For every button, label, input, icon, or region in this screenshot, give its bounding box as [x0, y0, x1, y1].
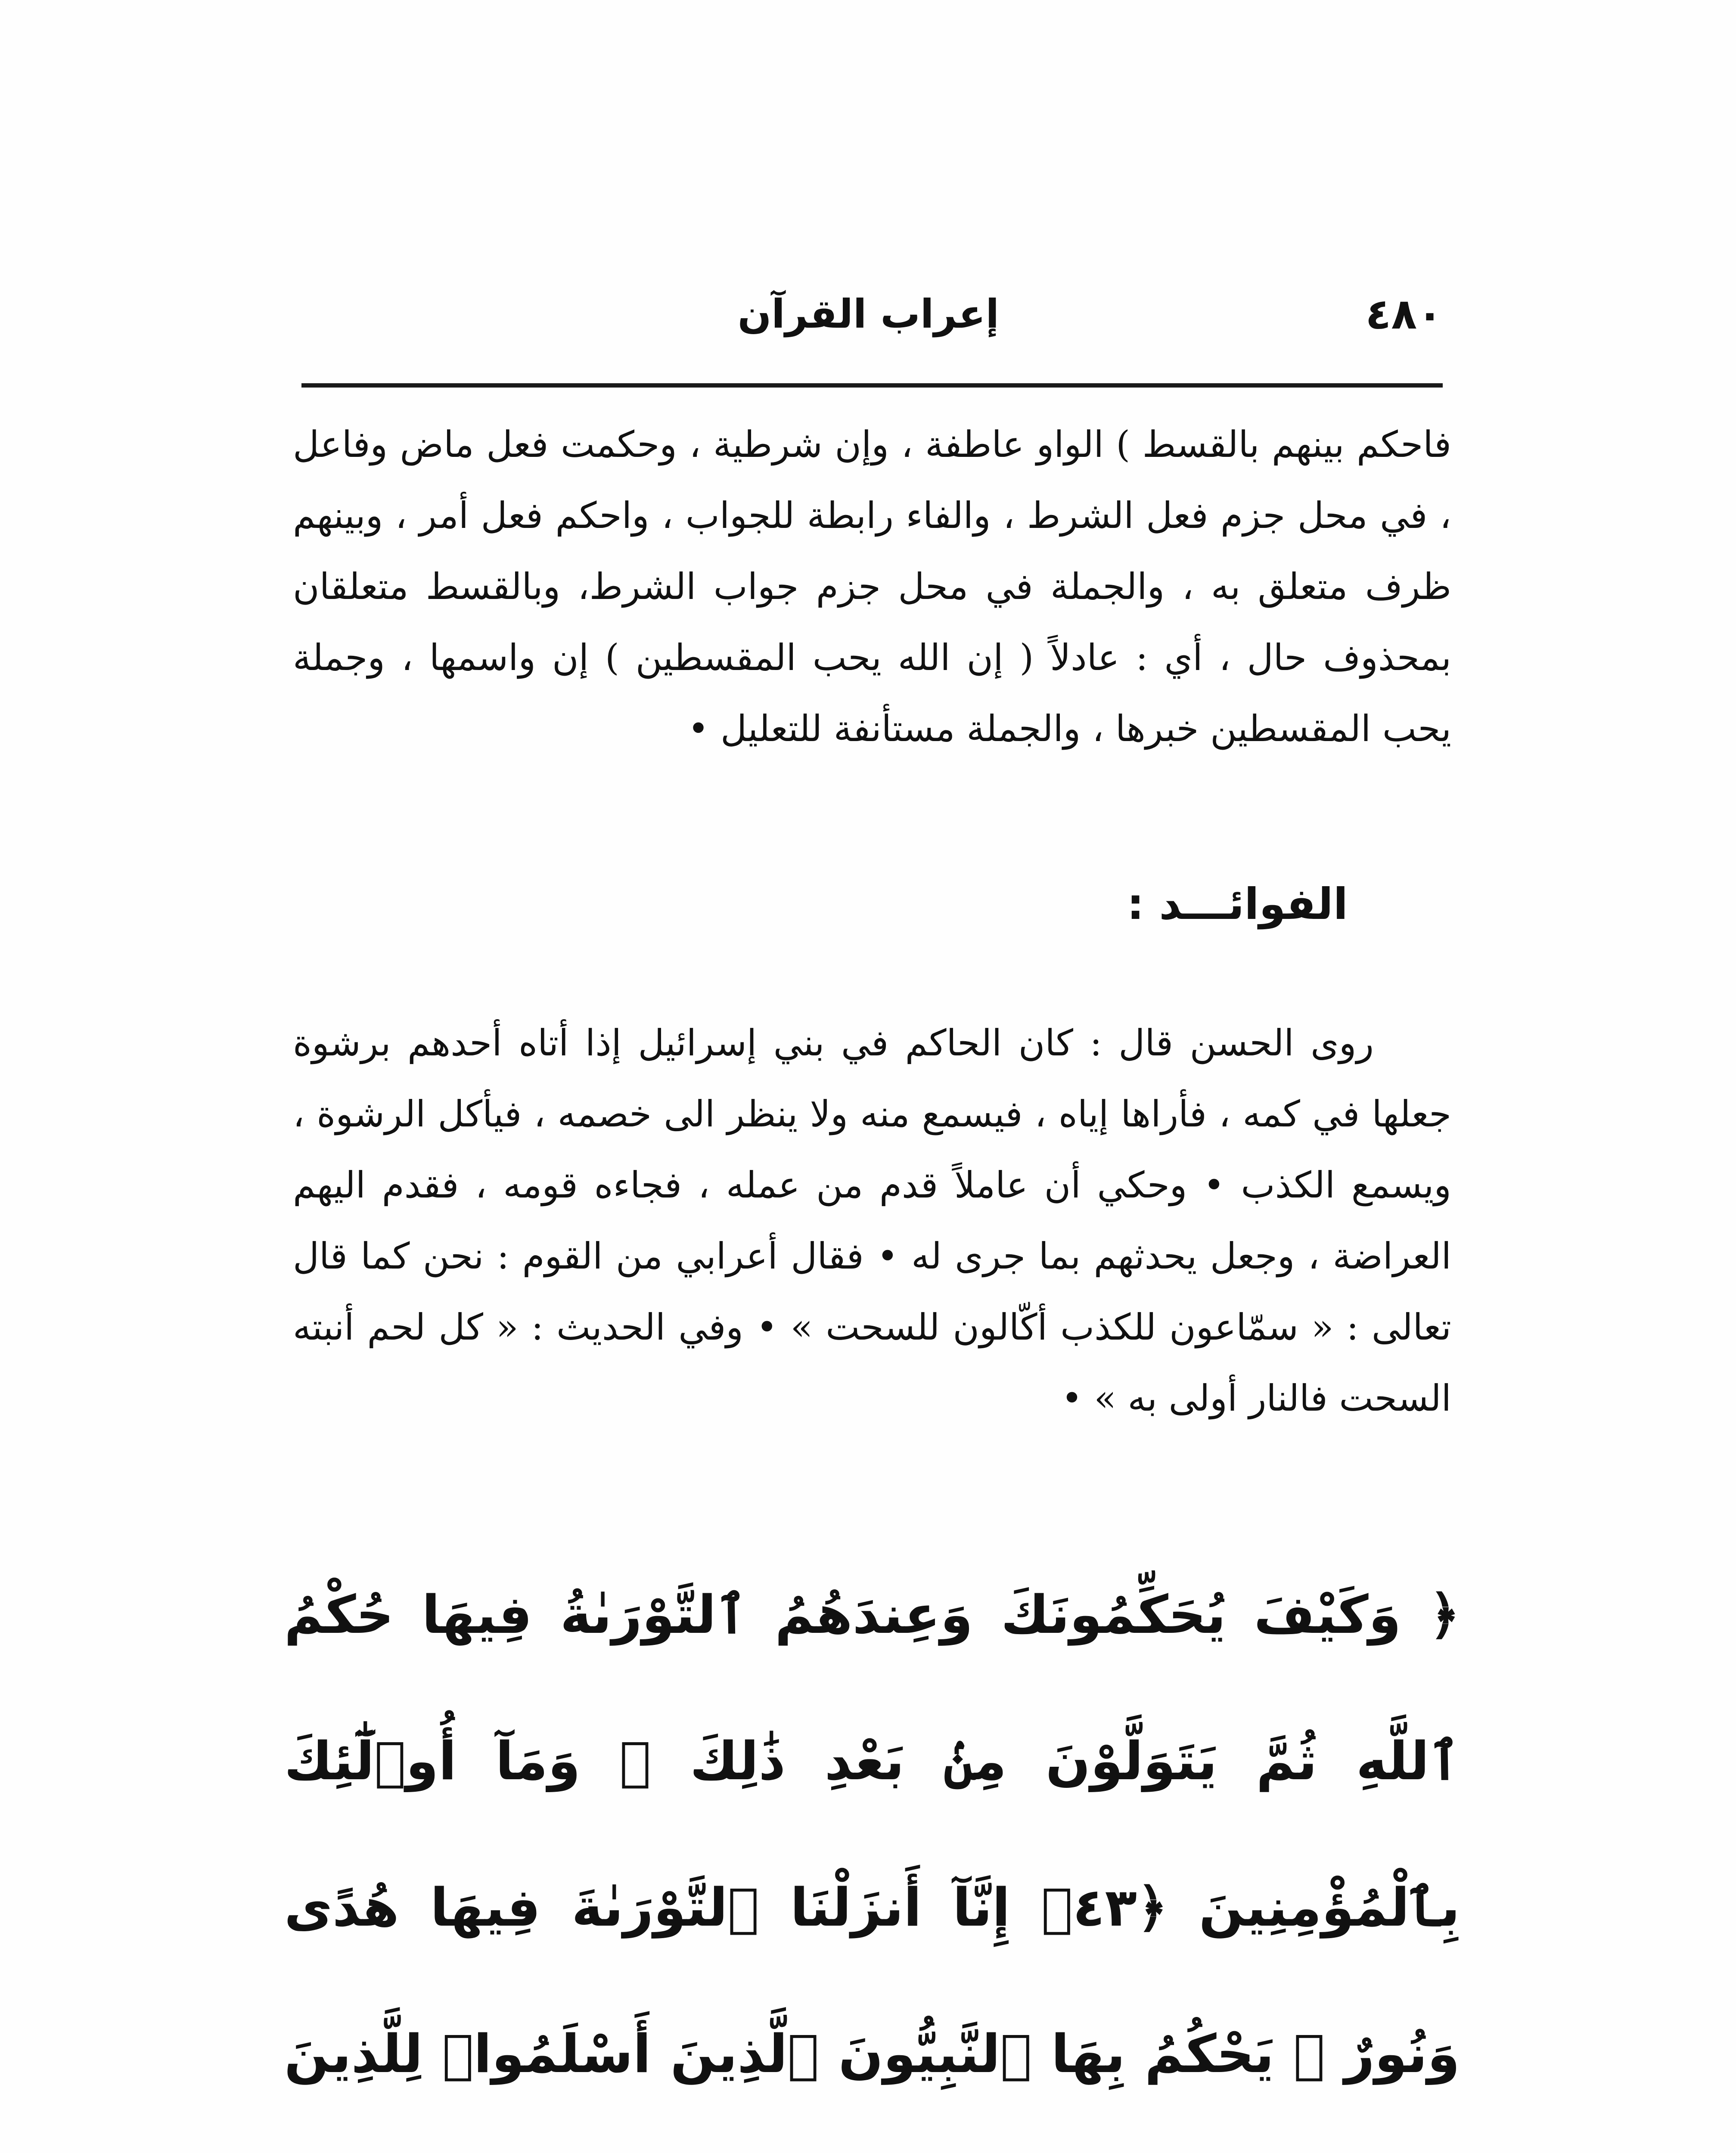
quran-verse: ﴿ وَكَيْفَ يُحَكِّمُونَكَ وَعِندَهُمُ ٱلتَّوْرَىٰةُ فِيهَا حُكْمُ ٱللَّهِ ثُمَّ يَتَوَلَّوْنَ مِنۢ بَعْدِ ذَٰلِكَ ۚ وَمَآ أُو۟لَٰٓئِكَ بِٱلْمُؤْمِنِينَ ﴿٤٣﴾ إِنَّآ أَنزَلْنَا ٱلتَّوْرَىٰةَ فِيهَا هُدًى وَنُورٌ ۚ يَحْكُمُ بِهَا ٱلنَّبِيُّونَ ٱلَّذِينَ أَسْلَمُوا۟ لِلَّذِينَ [284, 1584, 1460, 2085]
page-number: ٤٨٠ [1365, 290, 1443, 339]
benefits-paragraph: روى الحسن قال : كان الحاكم في بني إسرائيل إذا أتاه أحدهم برشوة جعلها في كمه ، فأراها إياه ، فيسمع منه ولا ينظر الى خصمه ، فيأكل الرشوة ، ويسمع الكذب • وحكي أن عاملاً قدم من عمله ، فجاءه قومه ، فقدم اليهم العراضة ، وجعل يحدثهم بما جرى له • فقال أعرابي من القوم : نحن كما قال تعالى : « سمّاعون للكذب أكّالون للسحت » • وفي الحديث : « كل لحم أنبته السحت فالنار أولى به » • [293, 1022, 1451, 1419]
header-rule [301, 383, 1443, 388]
grammar-paragraph: فاحكم بينهم بالقسط ) الواو عاطفة ، وإن شرطية ، وحكمت فعل ماض وفاعل ، في محل جزم فعل الشرط ، والفاء رابطة للجواب ، واحكم فعل أمر ، وبينهم ظرف متعلق به ، والجملة في محل جزم جواب الشرط، وبالقسط متعلقان بمحذوف حال ، أي : عادلاً ( إن الله يحب المقسطين ) إن واسمها ، وجملة يحب المقسطين خبرها ، والجملة مستأنفة للتعليل • [293, 423, 1451, 750]
running-title: إعراب القرآن [737, 291, 999, 337]
page-header [297, 276, 1443, 362]
section-heading: الفوائـــد : [1127, 879, 1348, 929]
